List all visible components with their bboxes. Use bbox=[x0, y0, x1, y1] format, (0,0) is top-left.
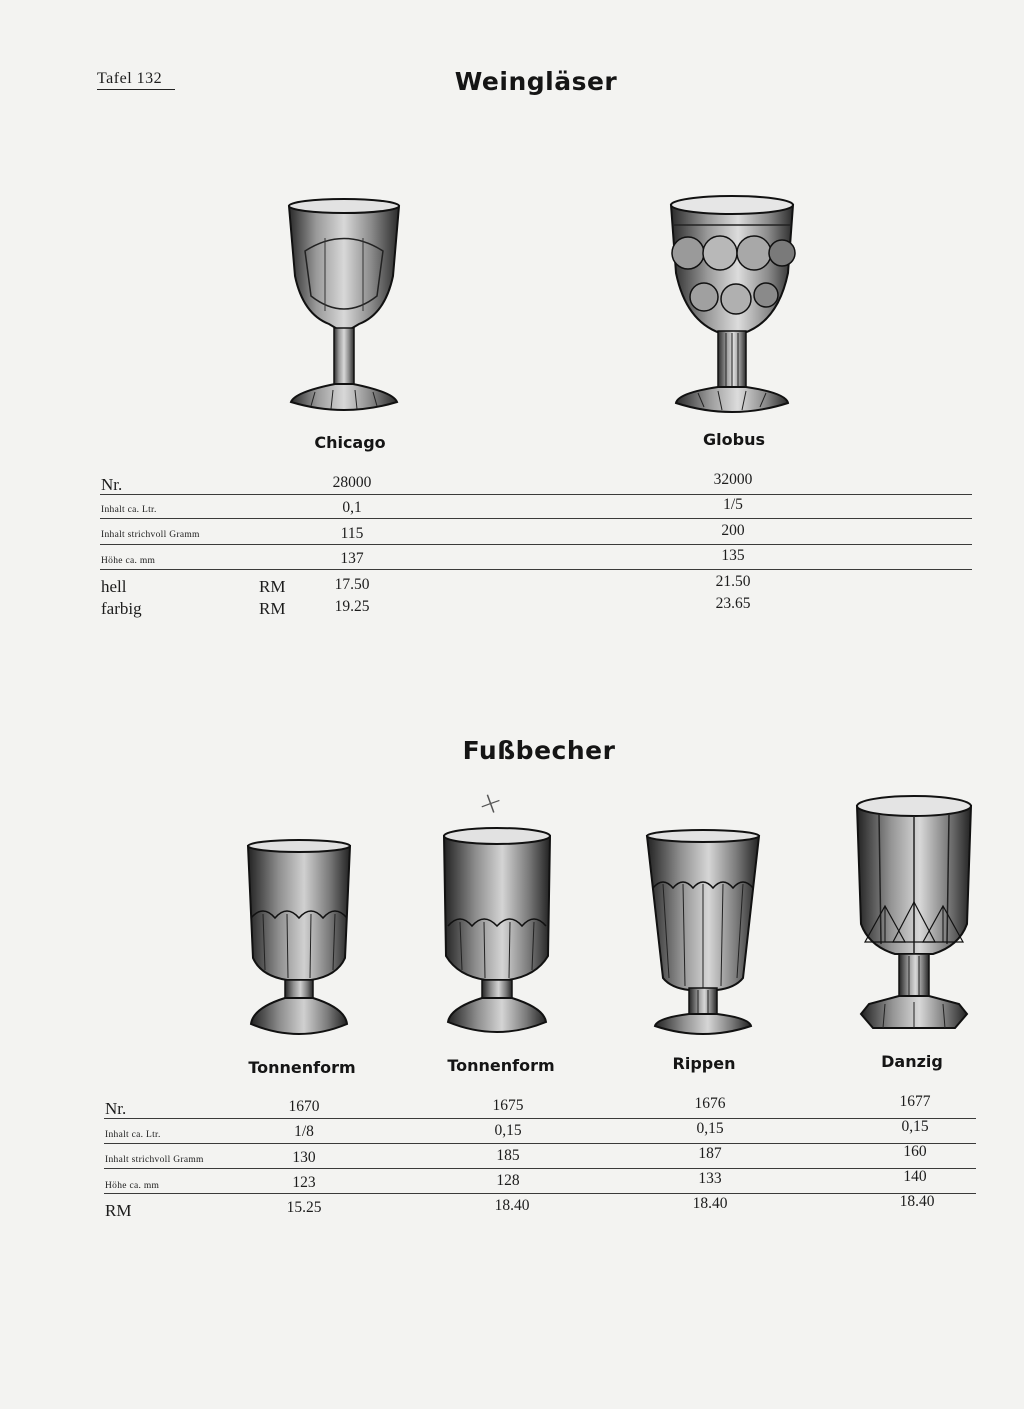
tonnenform-1675-nr: 1675 bbox=[492, 1097, 524, 1114]
chicago-hoehe: 137 bbox=[340, 550, 364, 567]
row-label-inhalt: Inhalt ca. Ltr. bbox=[101, 505, 157, 515]
rippen-1676-hoehe: 133 bbox=[698, 1170, 722, 1187]
chicago-nr: 28000 bbox=[332, 474, 372, 491]
tonnenform-1675-price: 18.40 bbox=[494, 1197, 530, 1214]
danzig-1677-nr: 1677 bbox=[899, 1093, 931, 1110]
row-label-inhalt: Inhalt ca. Ltr. bbox=[105, 1130, 161, 1140]
row-label-strichvoll: Inhalt strichvoll Gramm bbox=[105, 1155, 204, 1165]
section-title-weinglaeser: Weingläser bbox=[454, 67, 618, 96]
row-label-hoehe: Höhe ca. mm bbox=[105, 1181, 160, 1191]
chicago-strichvoll: 115 bbox=[340, 525, 364, 542]
tonnenform-1670-hoehe: 123 bbox=[292, 1174, 316, 1191]
row-label-hell: hell bbox=[101, 577, 127, 596]
danzig-1677-price: 18.40 bbox=[899, 1193, 935, 1210]
danzig-1677-inhalt: 0,15 bbox=[901, 1118, 929, 1135]
glass-name-tonnenform-1675: Tonnenform bbox=[447, 1056, 555, 1075]
handwritten-mark: + bbox=[472, 782, 509, 825]
glass-name-tonnenform-1670: Tonnenform bbox=[248, 1058, 356, 1077]
row-label-farbig: farbig bbox=[101, 599, 142, 618]
chicago-glass-illustration bbox=[285, 196, 403, 414]
tonnenform-1670-nr: 1670 bbox=[288, 1098, 320, 1115]
globus-hoehe: 135 bbox=[721, 547, 745, 564]
tonnenform-1675-strichvoll: 185 bbox=[496, 1147, 520, 1164]
tonnenform-1675-hoehe: 128 bbox=[496, 1172, 520, 1189]
glass-name-globus: Globus bbox=[703, 430, 765, 449]
tonnenform-1675-inhalt: 0,15 bbox=[494, 1122, 522, 1139]
chicago-hell-price: 17.50 bbox=[334, 576, 370, 593]
table-rule bbox=[104, 1118, 976, 1119]
tonnenform-1670-price: 15.25 bbox=[286, 1199, 322, 1216]
glass-name-danzig: Danzig bbox=[881, 1052, 943, 1071]
table-rule bbox=[104, 1143, 976, 1144]
danzig-1677-strichvoll: 160 bbox=[903, 1143, 927, 1160]
section-title-fussbecher: Fußbecher bbox=[462, 736, 616, 765]
globus-inhalt: 1/5 bbox=[723, 496, 743, 513]
globus-glass-illustration bbox=[668, 193, 796, 415]
tonnenform-1675-illustration bbox=[440, 826, 554, 1044]
row-label-hoehe: Höhe ca. mm bbox=[101, 556, 156, 566]
table-rule bbox=[104, 1168, 976, 1169]
row-label-nr: Nr. bbox=[105, 1099, 127, 1118]
tonnenform-1670-strichvoll: 130 bbox=[292, 1149, 316, 1166]
table-rule bbox=[100, 518, 972, 519]
plate-label: Tafel 132 bbox=[97, 70, 175, 90]
tonnenform-1670-illustration bbox=[245, 838, 353, 1046]
row-label-strichvoll: Inhalt strichvoll Gramm bbox=[101, 530, 200, 540]
chicago-inhalt: 0,1 bbox=[342, 499, 362, 516]
glass-name-chicago: Chicago bbox=[314, 433, 386, 452]
globus-strichvoll: 200 bbox=[721, 522, 745, 539]
currency-label-hell: RM bbox=[259, 577, 286, 596]
rippen-1676-nr: 1676 bbox=[694, 1095, 726, 1112]
rippen-1676-inhalt: 0,15 bbox=[696, 1120, 724, 1137]
table-rule bbox=[100, 494, 972, 495]
danzig-1677-hoehe: 140 bbox=[903, 1168, 927, 1185]
chicago-farbig-price: 19.25 bbox=[334, 598, 370, 615]
globus-farbig-price: 23.65 bbox=[715, 595, 751, 612]
row-label-rm: RM bbox=[105, 1201, 132, 1220]
globus-nr: 32000 bbox=[713, 471, 753, 488]
glass-name-rippen: Rippen bbox=[672, 1054, 736, 1073]
table-rule bbox=[104, 1193, 976, 1194]
row-label-nr: Nr. bbox=[101, 475, 123, 494]
table-rule bbox=[100, 544, 972, 545]
tonnenform-1670-inhalt: 1/8 bbox=[294, 1123, 314, 1140]
table-rule bbox=[100, 569, 972, 570]
globus-hell-price: 21.50 bbox=[715, 573, 751, 590]
danzig-1677-illustration bbox=[855, 794, 973, 1038]
rippen-1676-illustration bbox=[645, 828, 761, 1042]
currency-label-farbig: RM bbox=[259, 599, 286, 618]
rippen-1676-price: 18.40 bbox=[692, 1195, 728, 1212]
rippen-1676-strichvoll: 187 bbox=[698, 1145, 722, 1162]
